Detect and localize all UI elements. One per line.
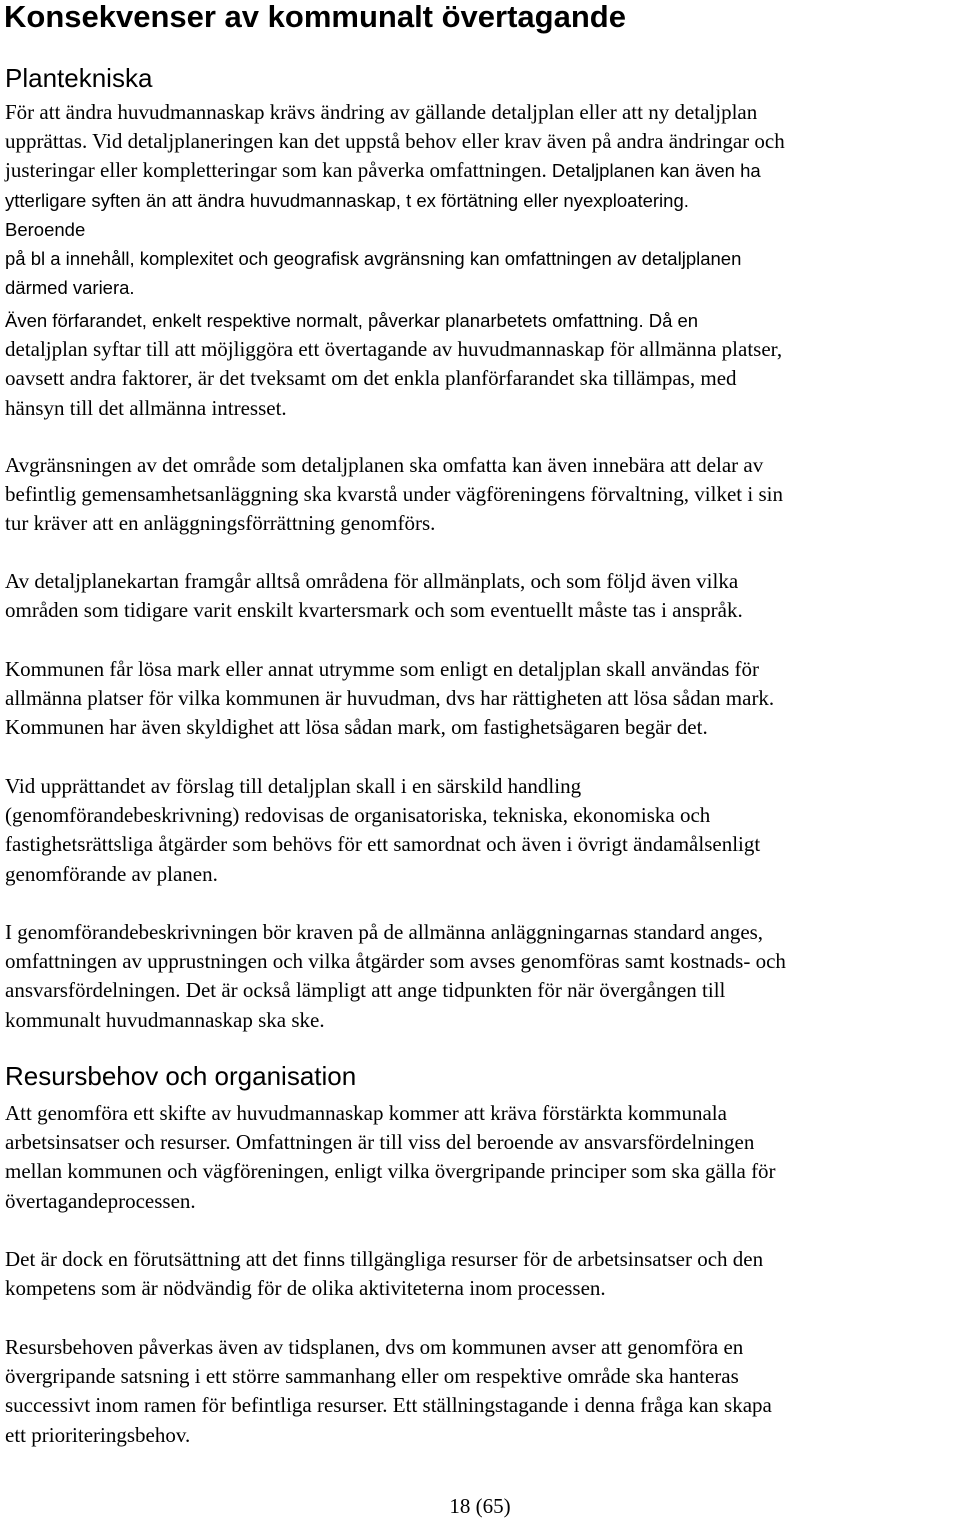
text-line: För att ändra huvudmannaskap krävs ändring av gällande detaljplan eller att ny detaljplan [5,100,758,124]
text-line: ett prioriteringsbehov. [5,1422,191,1447]
text-line: detaljplan syftar till att möjliggöra ett övertagande av huvudmannaskap för allmänna platser, [5,337,783,362]
text-line: upprättas. Vid detaljplaneringen kan det uppstå behov eller krav även på andra ändringar och [5,129,785,154]
text-line: hänsyn till det allmänna intresset. [5,395,287,420]
text-line: på bl a innehåll, komplexitet och geografisk avgränsning kan omfattningen av detaljplanen [5,247,742,269]
text-run: justeringar eller kompletteringar som kan påverka omfattningen. [5,158,547,183]
text-line: därmed variera. [5,277,135,299]
text-line: övergripande satsning i ett större sammanhang eller om respektive område ska hanteras [5,1364,739,1389]
paragraph-plantekniska-5 [5,655,960,743]
text-line: (genomförandebeskrivning) redovisas de organisatoriska, tekniska, ekonomiska och [5,803,711,828]
text-line [5,156,960,185]
text-line [5,215,960,244]
text-run: Även förfarandet, enkelt respektive normalt, påverkar planarbetets omfattning. [5,310,644,331]
text-line: Kommunen får lösa mark eller annat utrymme som enligt en detaljplan skall användas för [5,657,760,681]
text-line: mellan kommunen och vägföreningen, enligt vilka övergripande principer som ska gälla för [5,1159,776,1184]
paragraph-plantekniska-3 [5,451,960,539]
paragraph-plantekniska-7 [5,918,960,1035]
paragraph-plantekniska-6 [5,772,960,889]
text-line: ytterligare syften än att ändra huvudmannaskap, t ex förtätning eller nyexploatering. [5,189,689,211]
text-run: Beroende [5,218,86,240]
section-heading-plantekniska: Plantekniska [5,63,153,93]
text-line: Kommunen har även skyldighet att lösa sådan mark, om fastighetsägaren begär det. [5,715,708,740]
text-line: tur kräver att en anläggningsförrättning genomförs. [5,511,436,536]
page-number: 18 (65) [449,1494,511,1518]
text-line: övertagandeprocessen. [5,1188,196,1213]
text-line: Att genomföra ett skifte av huvudmannaskap kommer att kräva förstärkta kommunala [5,1101,727,1125]
paragraph-resursbehov-1 [5,1099,960,1216]
text-line: fastighetsrättsliga åtgärder som behövs för ett samordnat och även i övrigt ändamålsenligt [5,832,761,857]
text-line: ansvarsfördelningen. Det är också lämpligt att ange tidpunkten för när övergången till [5,978,726,1003]
paragraph-plantekniska-4 [5,567,960,625]
text-line: omfattningen av upprustningen och vilka åtgärder som avses genomföras samt kostnads- och [5,949,786,974]
text-line: områden som tidigare varit enskilt kvartersmark och som eventuellt måste tas i anspråk. [5,598,743,623]
text-line: Av detaljplanekartan framgår alltså områdena för allmänplats, och som följd även vilka [5,569,739,593]
text-line [5,306,960,335]
section-heading-resursbehov: Resursbehov och organisation [5,1061,357,1091]
paragraph-resursbehov-3 [5,1333,960,1450]
text-line: befintlig gemensamhetsanläggning ska kvarstå under vägföreningens förvaltning, vilket i sin [5,482,783,507]
text-line: Resursbehoven påverkas även av tidsplanen, dvs om kommunen avser att genomföra en [5,1335,744,1359]
paragraph-plantekniska-1 [5,98,960,302]
paragraph-plantekniska-2 [5,306,960,423]
text-line: allmänna platser för vilka kommunen är huvudman, dvs har rättigheten att lösa sådan mark. [5,686,775,711]
paragraph-resursbehov-2 [5,1245,960,1303]
page-title: Konsekvenser av kommunalt övertagande [4,0,626,34]
text-line: successivt inom ramen för befintliga resurser. Ett ställningstagande i denna fråga kan skapa [5,1393,772,1418]
text-line: Det är dock en förutsättning att det finns tillgängliga resurser för de arbetsinsatser och den [5,1247,764,1271]
text-line: kompetens som är nödvändig för de olika aktiviteterna inom processen. [5,1276,606,1301]
text-line: I genomförandebeskrivningen bör kraven på de allmänna anläggningarnas standard anges, [5,920,764,944]
text-line: Vid upprättandet av förslag till detaljplan skall i en särskild handling [5,774,582,798]
text-line: genomförande av planen. [5,861,218,886]
text-line: kommunalt huvudmannaskap ska ske. [5,1007,325,1032]
text-line: Avgränsningen av det område som detaljplanen ska omfatta kan även innebära att delar av [5,453,764,477]
text-run: Detaljplanen kan även ha [546,160,761,182]
text-line: oavsett andra faktorer, är det tveksamt om det enkla planförfarandet ska tillämpas, med [5,366,737,391]
text-run: Då en [643,310,699,331]
text-line: arbetsinsatser och resurser. Omfattningen är till viss del beroende av ansvarsfördelningen [5,1130,755,1155]
